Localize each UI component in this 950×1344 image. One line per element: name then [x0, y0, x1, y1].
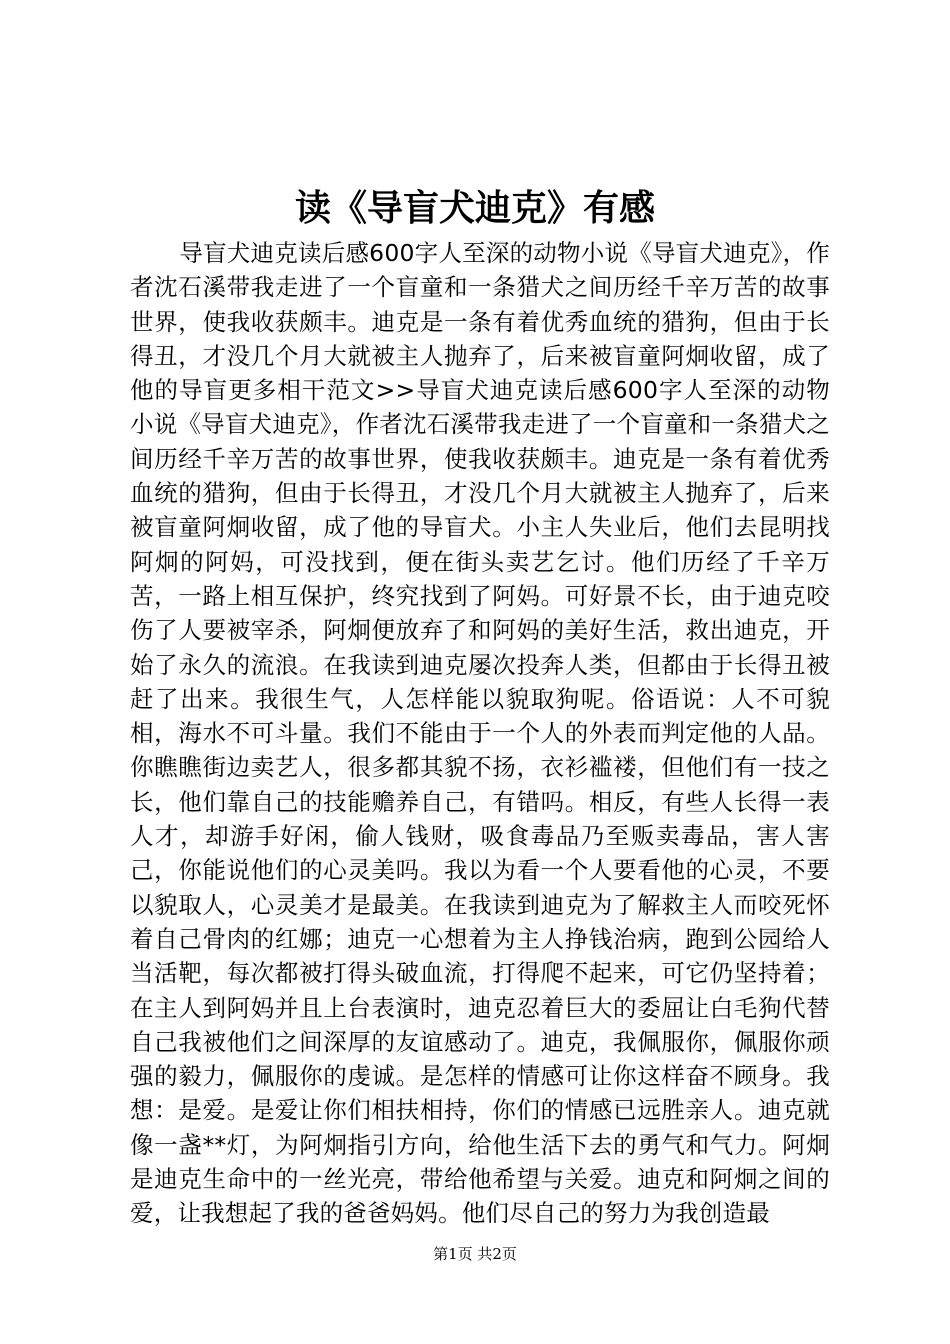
document-body-paragraph: 导盲犬迪克读后感600字人至深的动物小说《导盲犬迪克》，作者沈石溪带我走进了一个盲童和一条猎犬之间历经千辛万苦的故事世界，使我收获颇丰。迪克是一条有着优秀血统的猎狗，但由于长得丑，才没几个月大就被主人抛弃了，后来被盲童阿炯收留，成了他的导盲更多相干范文>>导盲犬迪克读后感600字人至深的动物小说《导盲犬迪克》，作者沈石溪带我走进了一个盲童和一条猎犬之间历经千辛万苦的故事世界，使我收获颇丰。迪克是一条有着优秀血统的猎狗，但由于长得丑，才没几个月大就被主人抛弃了，后来被盲童阿炯收留，成了他的导盲犬。小主人失业后，他们去昆明找阿炯的阿妈，可没找到，便在街头卖艺乞讨。他们历经了千辛万苦，一路上相互保护，终究找到了阿妈。可好景不长，由于迪克咬伤了人要被宰杀，阿炯便放弃了和阿妈的美好生活，救出迪克，开始了永久的流浪。在我读到迪克屡次投奔人类，但都由于长得丑被赶了出来。我很生气，人怎样能以貌取狗呢。俗语说：人不可貌相，海水不可斗量。我们不能由于一个人的外表而判定他的人品。你瞧瞧街边卖艺人，很多都其貌不扬，衣衫褴褛，但他们有一技之长，他们靠自己的技能赡养自己，有错吗。相反，有些人长得一表人才，却游手好闲，偷人钱财，吸食毒品乃至贩卖毒品，害人害己，你能说他们的心灵美吗。我以为看一个人要看他的心灵，不要以貌取人，心灵美才是最美。在我读到迪克为了解救主人而咬死怀着自己骨肉的红娜；迪克一心想着为主人挣钱治病，跑到公园给人当活靶，每次都被打得头破血流，打得爬不起来，可它仍坚持着；在主人到阿妈并且上台表演时，迪克忍着巨大的委屈让白毛狗代替自己我被他们之间深厚的友谊感动了。迪克，我佩服你，佩服你顽强的毅力，佩服你的虔诚。是怎样的情感可让你这样奋不顾身。我想：是爱。是爱让你们相扶相持，你们的情感已远胜亲人。迪克就像一盏**灯，为阿炯指引方向，给他生活下去的勇气和气力。阿炯是迪克生命中的一丝光亮，带给他希望与关爱。迪克和阿炯之间的爱，让我想起了我的爸爸妈妈。他们尽自己的努力为我创造最 [130, 239, 830, 1228]
page-number-footer: 第1页 共2页 [433, 1245, 517, 1263]
document-title: 读《导盲犬迪克》有感 [294, 187, 655, 229]
